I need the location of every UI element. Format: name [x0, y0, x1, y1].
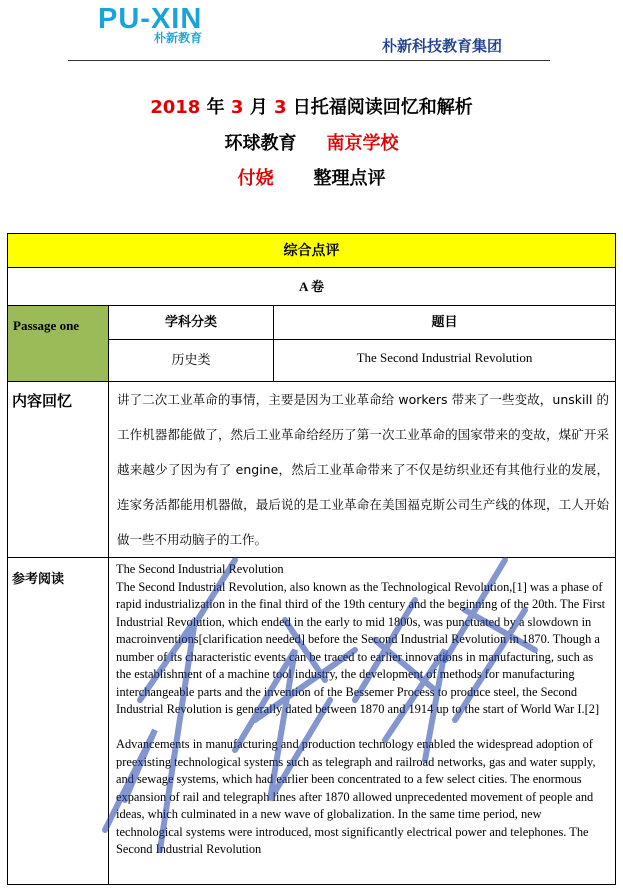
subject-heading: 学科分类	[109, 306, 274, 340]
title-school: 南京学校	[326, 133, 399, 154]
title-org-line	[0, 132, 623, 156]
reference-paragraph-2: Advancements in manufacturing and production technology enabled the widespread adoption of preexisting technological systems such as telegraph and railroad networks, gas and water supply, and sewage systems, which had earlier been concentrated to a few select cities. The enormous expansion of rail and telegraph lines after 1870 allowed unprecedented movement of people and ideas, which culminated in a new wave of globalization. In the same time period, new technological systems were introduced, most significantly electrical power and telephones. The Second Industrial Revolution	[116, 737, 596, 856]
topic-heading: 题目	[274, 306, 615, 340]
puxin-logo	[98, 4, 228, 46]
title-day-suffix: 日托福阅读回忆和解析	[286, 97, 473, 118]
title-month: 3	[230, 97, 244, 118]
page-header	[0, 0, 623, 64]
header-divider	[68, 60, 550, 61]
summary-heading: 综合点评	[8, 234, 615, 268]
title-role: 整理点评	[313, 168, 386, 189]
title-date-line	[0, 96, 623, 120]
topic-value: The Second Industrial Revolution	[274, 340, 615, 382]
review-table	[7, 233, 616, 885]
reference-paragraph-1: The Second Industrial Revolution, also known as the Technological Revolution,[1] was a phase of rapid industrialization in the final third of the 19th century and the beginning of the 20th. The First Industrial Revolution, which ended in the early to mid 1800s, was punctuated by a slowdown in macroinventions[clarification needed] before the Second Industrial Revolution in 1870. Though a number of its characteristic events can be traced to earlier innovations in manufacturing, such as the establishment of a machine tool industry, the development of methods for manufacturing interchangeable parts and the invention of the Bessemer Process to produce steel, the Second Industrial Revolution is generally dated between 1870 and 1914 up to the start of World War I.[2]	[116, 579, 606, 716]
title-author: 付娆	[237, 168, 274, 189]
group-name: 朴新科技教育集团	[382, 37, 503, 55]
title-year: 2018	[150, 97, 201, 118]
logo-text: PU-XIN	[98, 3, 203, 35]
title-month-suffix: 月	[243, 97, 274, 118]
reference-text	[109, 558, 615, 884]
title-year-suffix: 年	[200, 97, 231, 118]
volume-label: A 卷	[8, 268, 615, 306]
recall-label: 内容回忆	[8, 382, 109, 558]
subject-value: 历史类	[109, 340, 274, 382]
passage-label: Passage one	[8, 306, 109, 382]
title-day: 3	[273, 97, 287, 118]
reference-label: 参考阅读	[8, 558, 109, 884]
recall-text: 讲了二次工业革命的事情，主要是因为工业革命给 workers 带来了一些变故，unskill 的工作机器都能做了，然后工业革命给经历了第一次工业革命的国家带来的变故，煤矿开采越来越少了因为有了 engine，然后工业革命带来了不仅是纺织业还有其他行业的发展，连家务活都能用机器做，最后说的是工业革命在美国福克斯公司生产线的体现，工人开始做一些不用动脑子的工作。	[109, 382, 615, 558]
title-org: 环球教育	[224, 133, 297, 154]
logo-subtitle: 朴新教育	[154, 31, 203, 45]
title-author-line	[0, 167, 623, 191]
reference-title: The Second Industrial Revolution	[116, 562, 284, 576]
